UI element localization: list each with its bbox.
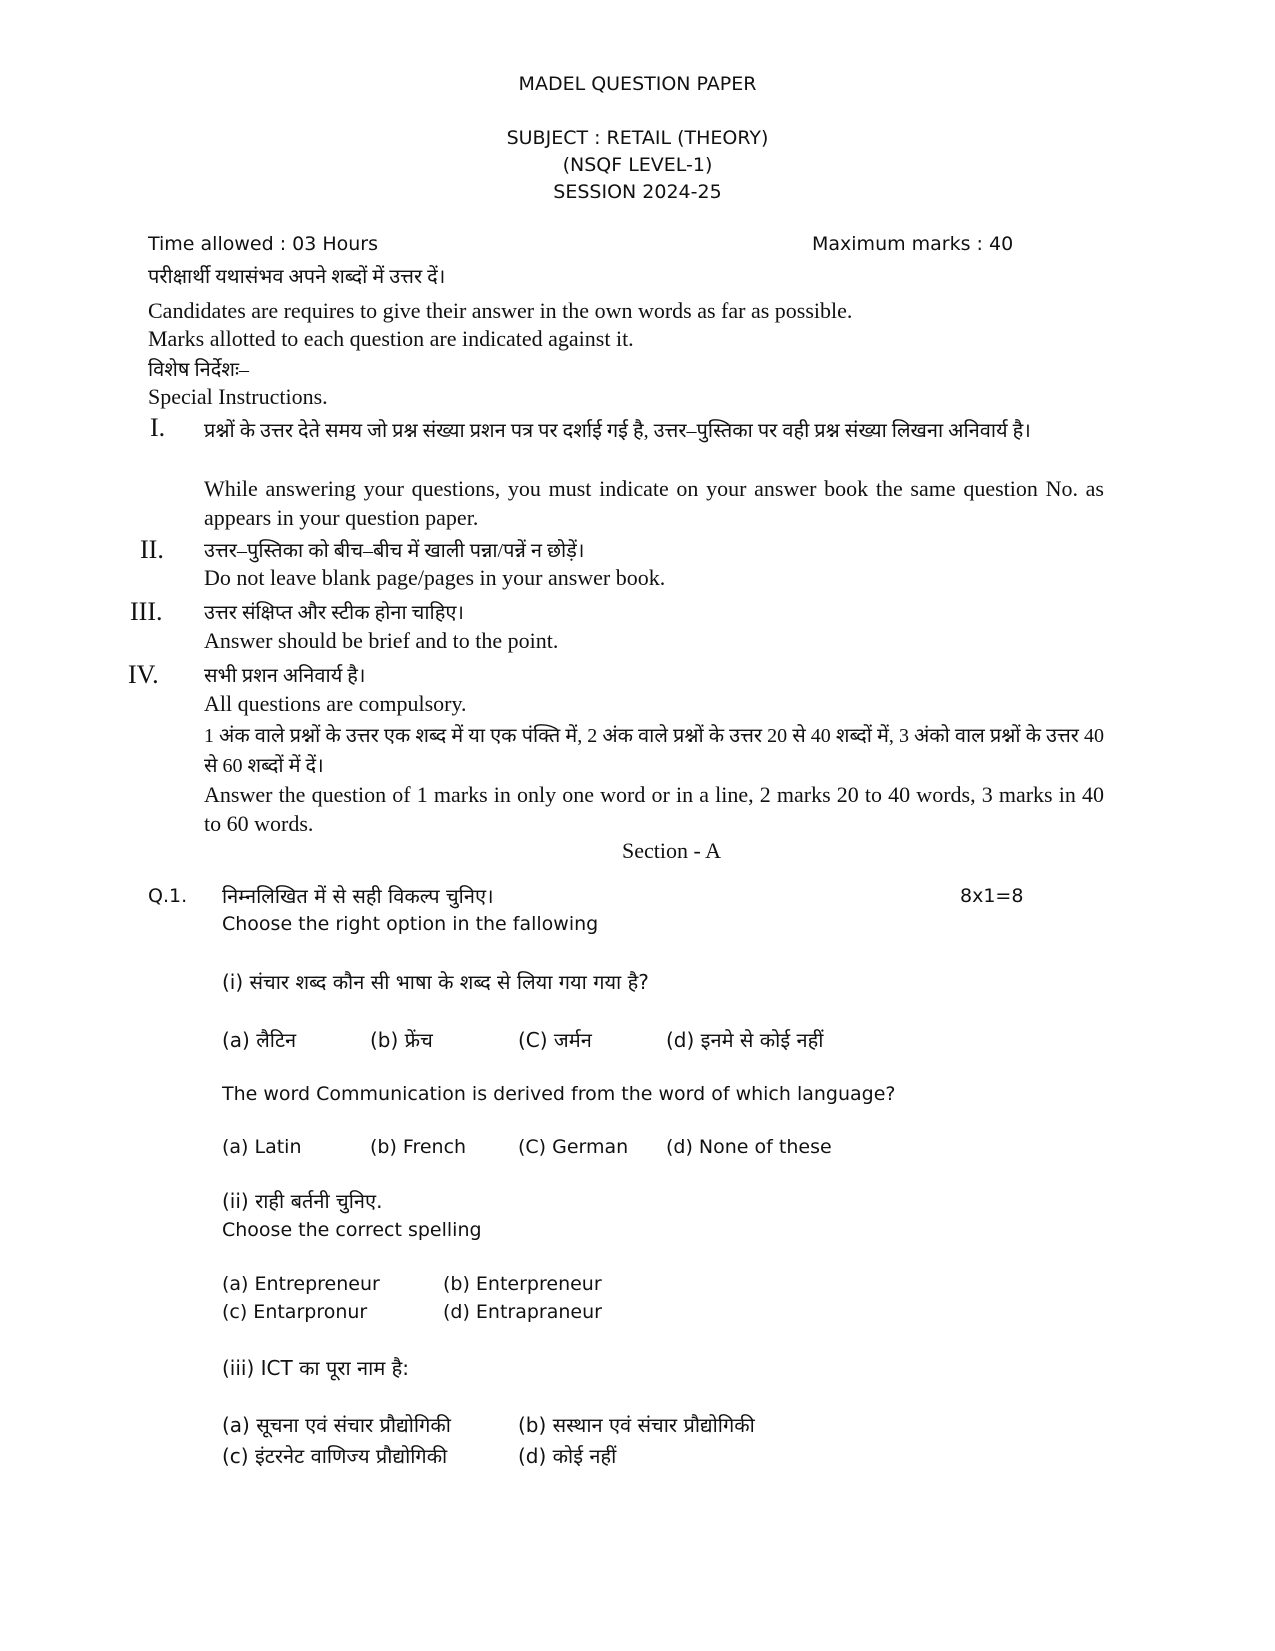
part-ii-option-a: (a) Entrepreneur — [222, 1273, 380, 1295]
question-number: Q.1. — [148, 885, 188, 907]
part-ii-question-hindi: (ii) राही बर्तनी चुनिए. — [222, 1189, 383, 1213]
part-iii-option-b: (b) सस्थान एवं संचार प्रौद्योगिकी — [518, 1413, 755, 1437]
part-iii-option-a: (a) सूचना एवं संचार प्रौद्योगिकी — [222, 1413, 451, 1437]
part-i-option-c-hindi: (C) जर्मन — [518, 1028, 592, 1052]
instruction-numeral: II. — [140, 535, 164, 564]
time-allowed: Time allowed : 03 Hours — [148, 233, 379, 255]
part-ii-option-d: (d) Entrapraneur — [443, 1301, 602, 1323]
question-marks: 8x1=8 — [960, 885, 1024, 907]
instruction-4-hindi: सभी प्रशन अनिवार्य है। — [204, 665, 366, 687]
part-i-question-english: The word Communication is derived from the word of which language? — [222, 1083, 896, 1105]
instruction-3-english: Answer should be brief and to the point. — [204, 628, 559, 653]
instruction-1-english: While answering your questions, you must indicate on your answer book the same question No. as appears in your question paper. — [204, 476, 1104, 530]
instruction-2-hindi: उत्तर–पुस्तिका को बीच–बीच में खाली पन्ना/पन्नें न छोड़ें। — [204, 540, 585, 562]
instruction-3-hindi: उत्तर संक्षिप्त और स्टीक होना चाहिए। — [204, 602, 464, 624]
section-heading: Section - A — [622, 838, 721, 863]
instruction-numeral: IV. — [128, 660, 159, 689]
question-title-hindi: निम्नलिखित में से सही विकल्प चुनिए। — [222, 884, 494, 908]
instruction-2-english: Do not leave blank page/pages in your answer book. — [204, 565, 666, 590]
instruction-4-marks-english: Answer the question of 1 marks in only one word or in a line, 2 marks 20 to 40 words, 3 marks in 40 to 60 words. — [204, 782, 1104, 836]
instruction-4-marks-hindi: 1 अंक वाले प्रश्नों के उत्तर एक शब्द में या एक पंक्ति में, 2 अंक वाले प्रश्नों के उत्तर 20 से 40 शब्दों में, 3 अंको वाल प्रश्नों के उत्तर 40 से 60 शब्दों में दें। — [204, 725, 1104, 777]
part-ii-question-english: Choose the correct spelling — [222, 1219, 482, 1241]
maximum-marks: Maximum marks : 40 — [812, 233, 1014, 255]
general-instruction-english-2: Marks allotted to each question are indicated against it. — [148, 326, 634, 351]
special-instructions-english: Special Instructions. — [148, 384, 328, 409]
special-instructions-hindi: विशेष निर्देशः– — [148, 359, 249, 381]
part-ii-option-c: (c) Entarpronur — [222, 1301, 368, 1323]
general-instruction-hindi: परीक्षार्थी यथासंभव अपने शब्दों में उत्तर दें। — [148, 266, 446, 288]
part-iii-option-c: (c) इंटरनेट वाणिज्य प्रौद्योगिकी — [222, 1444, 448, 1468]
part-iii-option-d: (d) कोई नहीं — [518, 1444, 617, 1468]
instruction-numeral: I. — [150, 413, 166, 442]
part-i-option-d-english: (d) None of these — [666, 1136, 832, 1158]
instruction-4-english: All questions are compulsory. — [204, 691, 467, 716]
instruction-1-hindi: प्रश्नों के उत्तर देते समय जो प्रश्न संख्या प्रशन पत्र पर दर्शाई गई है, उत्तर–पुस्तिका पर वही प्रश्न संख्या लिखना अनिवार्य है। — [204, 420, 1031, 442]
part-i-option-b-english: (b) French — [370, 1136, 467, 1158]
part-i-option-c-english: (C) German — [518, 1136, 629, 1158]
paper-title: MADEL QUESTION PAPER — [518, 73, 757, 95]
part-i-option-d-hindi: (d) इनमे से कोई नहीं — [666, 1028, 824, 1052]
part-i-question-hindi: (i) संचार शब्द कौन सी भाषा के शब्द से लिया गया गया है? — [222, 970, 649, 994]
session-line: SESSION 2024-25 — [553, 181, 722, 203]
subject-line: SUBJECT : RETAIL (THEORY) — [506, 127, 769, 149]
instruction-numeral: III. — [130, 597, 163, 626]
question-title-english: Choose the right option in the fallowing — [222, 913, 599, 935]
level-line: (NSQF LEVEL-1) — [562, 154, 713, 176]
part-ii-option-b: (b) Enterpreneur — [443, 1273, 602, 1295]
part-i-option-a-english: (a) Latin — [222, 1136, 302, 1158]
general-instruction-english-1: Candidates are requires to give their answer in the own words as far as possible. — [148, 298, 853, 323]
part-iii-question: (iii) ICT का पूरा नाम है: — [222, 1356, 410, 1380]
part-i-option-b-hindi: (b) फ्रेंच — [370, 1028, 433, 1052]
part-i-option-a-hindi: (a) लैटिन — [222, 1028, 297, 1052]
